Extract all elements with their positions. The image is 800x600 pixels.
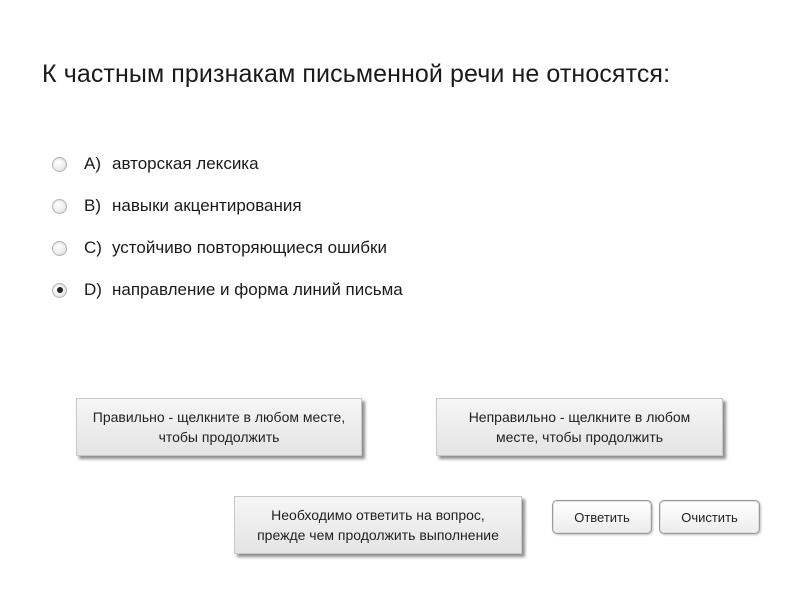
option-letter: C) bbox=[84, 238, 102, 257]
option-d[interactable] bbox=[52, 269, 403, 311]
option-b[interactable] bbox=[52, 185, 403, 227]
radio-b[interactable] bbox=[52, 199, 67, 214]
option-label: направление и форма линий письма bbox=[112, 280, 403, 299]
option-c[interactable] bbox=[52, 227, 403, 269]
submit-answer-button[interactable]: Ответить bbox=[552, 500, 652, 534]
option-letter: A) bbox=[84, 154, 101, 173]
option-label: навыки акцентирования bbox=[112, 196, 302, 215]
question-title: К частным признакам письменной речи не относятся: bbox=[42, 60, 671, 88]
option-letter: B) bbox=[84, 196, 101, 215]
radio-d[interactable] bbox=[52, 283, 67, 298]
option-letter: D) bbox=[84, 280, 102, 299]
answer-required-line2: прежде чем продолжить выполнение bbox=[257, 527, 499, 543]
correct-feedback-box[interactable] bbox=[76, 398, 362, 456]
incorrect-feedback-line2: месте, чтобы продолжить bbox=[495, 429, 664, 445]
radio-a[interactable] bbox=[52, 157, 67, 172]
radio-dot-icon bbox=[57, 287, 63, 293]
incorrect-feedback-box[interactable] bbox=[436, 398, 723, 456]
option-label: авторская лексика bbox=[112, 154, 259, 173]
answer-required-box bbox=[234, 496, 522, 554]
answer-required-line1: Необходимо ответить на вопрос, bbox=[271, 507, 485, 523]
radio-c[interactable] bbox=[52, 241, 67, 256]
correct-feedback-line1: Правильно - щелкните в любом месте, bbox=[92, 409, 346, 425]
clear-button[interactable]: Очистить bbox=[659, 500, 760, 534]
option-a[interactable] bbox=[52, 143, 403, 185]
option-label: устойчиво повторяющиеся ошибки bbox=[112, 238, 387, 257]
incorrect-feedback-line1: Неправильно - щелкните в любом bbox=[468, 409, 691, 425]
correct-feedback-line2: чтобы продолжить bbox=[158, 429, 280, 445]
answer-options bbox=[52, 143, 403, 311]
